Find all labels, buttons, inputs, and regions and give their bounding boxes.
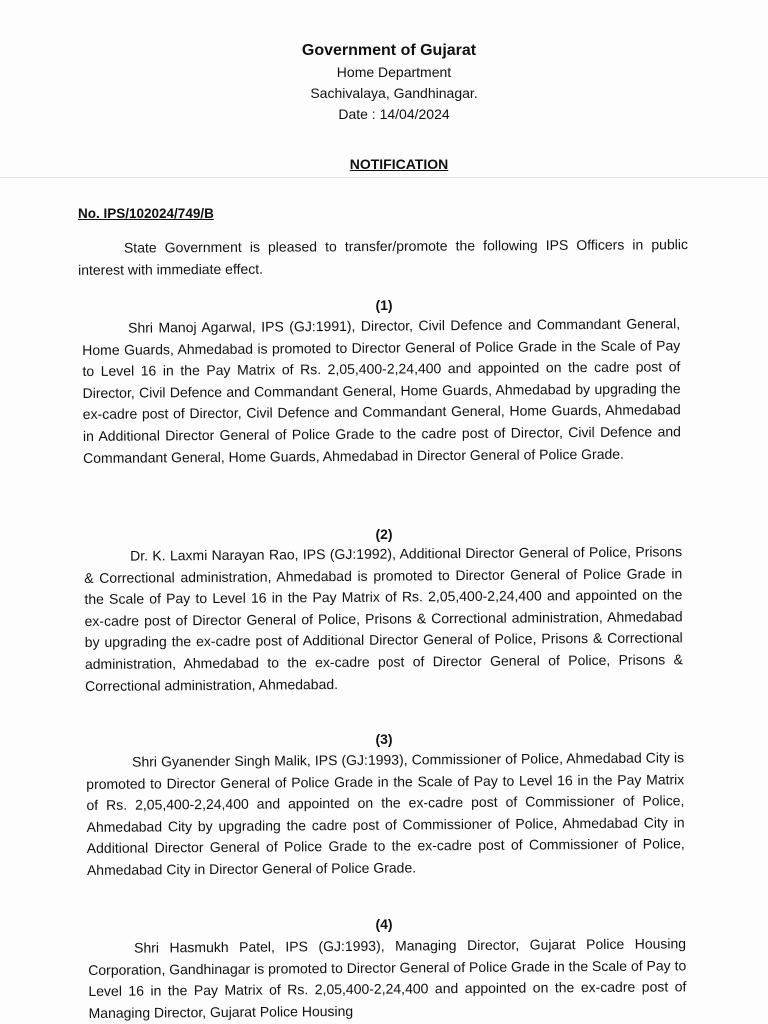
item-number-3: (3) xyxy=(375,731,393,747)
item-paragraph-4: Shri Hasmukh Patel, IPS (GJ:1993), Managing Director, Gujarat Police Housing Corporation, Gandhinagar is promoted to Director General of Police Grade in the Scale of Pay to Level 16 in the Pay Matrix of Rs. 2,05,400-2,24,400 and appointed on the ex-cadre post of Managing Director, Gujarat Police Housing xyxy=(88,935,687,1021)
item-number-2: (2) xyxy=(375,526,393,542)
document-date: Date : 14/04/2024 xyxy=(338,106,450,122)
item-number-1: (1) xyxy=(375,297,393,313)
intro-paragraph: State Government is pleased to transfer/promote the following IPS Officers in public interest with immediate effect. xyxy=(78,236,688,278)
item-paragraph-1: Shri Manoj Agarwal, IPS (GJ:1991), Director, Civil Defence and Commandant General, Home Guards, Ahmedabad is promoted to Director General of Police Grade in the Scale of Pay to Level 16 in the Pay Matrix of Rs. 2,05,400-2,24,400 and appointed on the cadre post of Director, Civil Defence and Commandant General, Home Guards, Ahmedabad by upgrading the ex-cadre post of Director, Civil Defence and Commandant General, Home Guards, Ahmedabad in Additional Director General of Police Grade to the cadre post of Director, Civil Defence and Commandant General, Home Guards, Ahmedabad in Director General of Police Grade. xyxy=(82,315,681,466)
notification-title: NOTIFICATION xyxy=(349,156,449,172)
item-paragraph-3: Shri Gyanender Singh Malik, IPS (GJ:1993), Commissioner of Police, Ahmedabad City is promoted to Director General of Police Grade in the Scale of Pay to Level 16 in the Pay Matrix of Rs. 2,05,400-2,24,400 and appointed on the ex-cadre post of Commissioner of Police, Ahmedabad City by upgrading the cadre post of Commissioner of Police, Ahmedabad City in Additional Director General of Police Grade to the ex-cadre post of Commissioner of Police, Ahmedabad City in Director General of Police Grade. xyxy=(86,749,685,878)
scan-fold-line xyxy=(0,177,768,178)
letterhead xyxy=(0,40,768,125)
government-title: Government of Gujarat xyxy=(301,42,477,59)
item-number-4: (4) xyxy=(375,916,393,932)
reference-number: No. IPS/102024/749/B xyxy=(78,206,214,221)
item-paragraph-2: Dr. K. Laxmi Narayan Rao, IPS (GJ:1992), Additional Director General of Police, Prisons & Correctional administration, Ahmedabad is promoted to Director General of Police Grade in the Scale of Pay to Level 16 in the Pay Matrix of Rs. 2,05,400-2,24,400 and appointed on the ex-cadre post of Director General of Police, Prisons & Correctional administration, Ahmedabad by upgrading the ex-cadre post of Additional Director General of Police, Prisons & Correctional administration, Ahmedabad to the ex-cadre post of Director General of Police, Prisons & Correctional administration, Ahmedabad. xyxy=(84,543,683,694)
department-name: Home Department xyxy=(336,64,452,80)
office-address: Sachivalaya, Gandhinagar. xyxy=(310,85,478,101)
notification-heading xyxy=(0,156,768,172)
